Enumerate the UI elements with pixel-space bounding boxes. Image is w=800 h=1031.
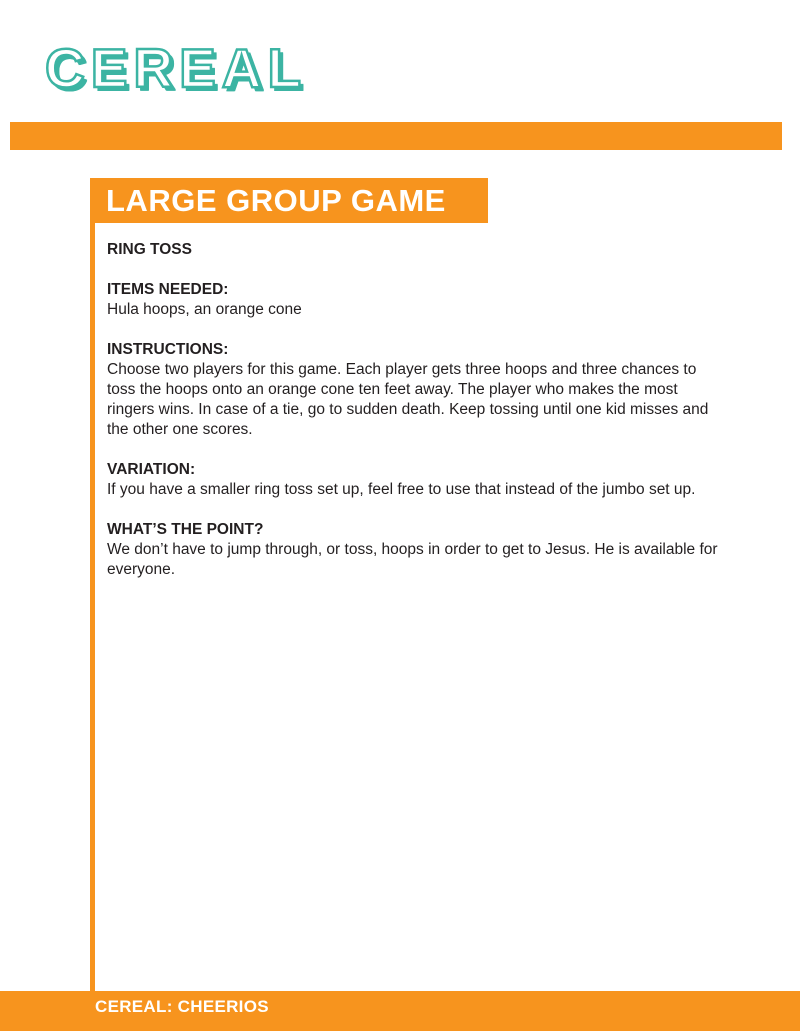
section-game-title (107, 240, 722, 260)
top-accent-bar (10, 122, 782, 150)
variation-body: If you have a smaller ring toss set up, feel free to use that instead of the jumbo set up. (107, 481, 696, 498)
game-title-heading: RING TOSS (107, 241, 192, 258)
section-whats-the-point (107, 520, 722, 580)
items-needed-heading: ITEMS NEEDED: (107, 281, 229, 298)
section-instructions (107, 340, 722, 440)
left-accent-rule (90, 178, 95, 991)
cereal-logo: CEREAL (45, 37, 308, 99)
content-area (107, 240, 722, 600)
variation-heading: VARIATION: (107, 461, 196, 478)
instructions-body: Choose two players for this game. Each player gets three hoops and three chances to toss the hoops onto an orange cone ten feet away. The player who makes the most ringers wins. In case of a tie, go to sudden death. Keep tossing until one kid misses and the other one scores. (107, 361, 709, 438)
page-title: LARGE GROUP GAME (106, 182, 446, 218)
section-banner (90, 178, 488, 223)
section-variation (107, 460, 722, 500)
footer-bar (0, 991, 800, 1031)
whats-the-point-body: We don’t have to jump through, or toss, hoops in order to get to Jesus. He is available for everyone. (107, 541, 718, 578)
section-items-needed (107, 280, 722, 320)
whats-the-point-heading: WHAT’S THE POINT? (107, 521, 264, 538)
instructions-heading: INSTRUCTIONS: (107, 341, 229, 358)
items-needed-body: Hula hoops, an orange cone (107, 301, 302, 318)
footer-label: CEREAL: CHEERIOS (95, 997, 269, 1016)
